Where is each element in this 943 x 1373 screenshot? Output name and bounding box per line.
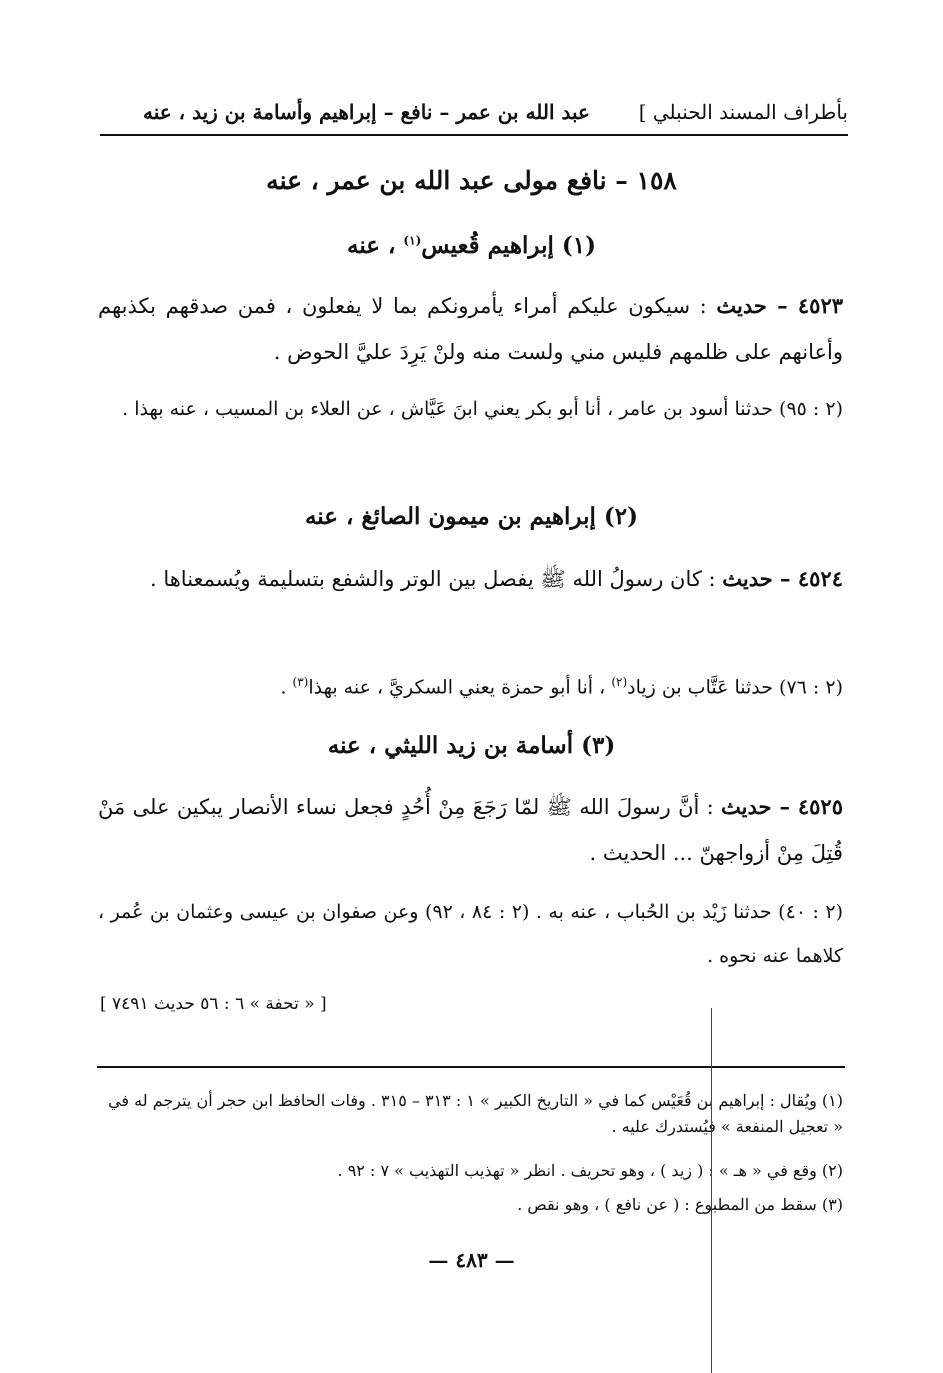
hadith-4525	[98, 784, 843, 876]
hadith-4524-number: ٤٥٢٤ – حديث	[722, 566, 843, 591]
running-header	[100, 96, 848, 136]
hadith-4524	[98, 556, 843, 602]
hadith-4523-source: (٢ : ٩٥) حدثنا أسود بن عامر ، أنا أبو بكر يعني ابنَ عَيَّاش ، عن العلاء بن المسيب ، عنه بهذا .	[122, 398, 843, 420]
footnote-marker-3: (٣)	[292, 675, 309, 689]
header-book-title: بأطراف المسند الحنبلي ]	[638, 100, 848, 124]
footnote-separator	[97, 1066, 845, 1068]
hadith-4524-source-a: (٢ : ٧٦) حدثنا عَتَّاب بن زياد	[627, 676, 843, 699]
page-number: — ٤٨٣ —	[428, 1248, 515, 1272]
footnote-2: (٢) وقع في « هـ » : ( زيد ) ، وهو تحريف . انظر « تهذيب التهذيب » ٧ : ٩٢ .	[337, 1161, 843, 1180]
subheading-1	[0, 232, 943, 259]
hadith-4523-number: ٤٥٢٣ – حديث	[716, 293, 844, 318]
subheading-3: (٣) أسامة بن زيد الليثي ، عنه	[327, 732, 616, 759]
footnote-marker-2: (٢)	[611, 675, 628, 689]
hadith-4524-source-c: .	[280, 676, 293, 699]
hadith-4524-source-b: ، أنا أبو حمزة يعني السكريَّ ، عنه بهذا	[308, 676, 612, 699]
footnote-1: (١) ويُقال : إبراهيم بن قُعَيْس كما في « التاريخ الكبير » ١ : ٣١٣ – ٣١٥ . وفات الحافظ ابن حجر أن يترجم له في « تعجيل المنفعة » فيُستدرك عليه .	[108, 1091, 843, 1136]
hadith-4523-text: : سيكون عليكم أمراء يأمرونكم بما لا يفعلون ، فمن صدقهم بكذبهم وأعانهم على ظلمهم فليس مني ولست منه ولنْ يَرِدَ عليَّ الحوض .	[98, 294, 843, 364]
hadith-4525-text: : أنَّ رسولَ الله ﷺ لمّا رَجَعَ مِنْ أُحُدٍ فجعل نساء الأنصار يبكين على مَنْ قُتِلَ مِنْ أزواجهنّ ... الحديث .	[98, 795, 843, 865]
section-title: ١٥٨ – نافع مولى عبد الله بن عمر ، عنه	[266, 166, 677, 195]
hadith-4524-source	[98, 660, 843, 709]
footnote-marker-1: (١)	[403, 233, 422, 248]
scan-crease-line	[711, 1008, 712, 1373]
hadith-4525-number: ٤٥٢٥ – حديث	[721, 794, 843, 819]
hadith-4524-text: : كان رسولُ الله ﷺ يفصل بين الوتر والشفع بتسليمة ويُسمعناها .	[149, 567, 723, 591]
hadith-4523	[98, 283, 843, 375]
subheading-1-text: (١) إبراهيم قُعيس	[421, 232, 596, 259]
subheading-2: (٢) إبراهيم بن ميمون الصائغ ، عنه	[304, 503, 639, 530]
header-chain: عبد الله بن عمر – نافع – إبراهيم وأسامة بن زيد ، عنه	[143, 100, 590, 124]
footnote-3: (٣) سقط من المطبوع : ( عن نافع ) ، وهو نقص .	[517, 1195, 843, 1214]
tuhfa-reference: [ « تحفة » ٦ : ٥٦ حديث ٧٤٩١ ]	[100, 994, 327, 1014]
subheading-1-tail: ، عنه	[346, 232, 404, 259]
hadith-4525-source: (٢ : ٤٠) حدثنا زَيْد بن الحُباب ، عنه به . (٢ : ٨٤ ، ٩٢) وعن صفوان بن عيسى وعثمان بن عُمر ، كلاهما عنه نحوه .	[98, 901, 844, 967]
